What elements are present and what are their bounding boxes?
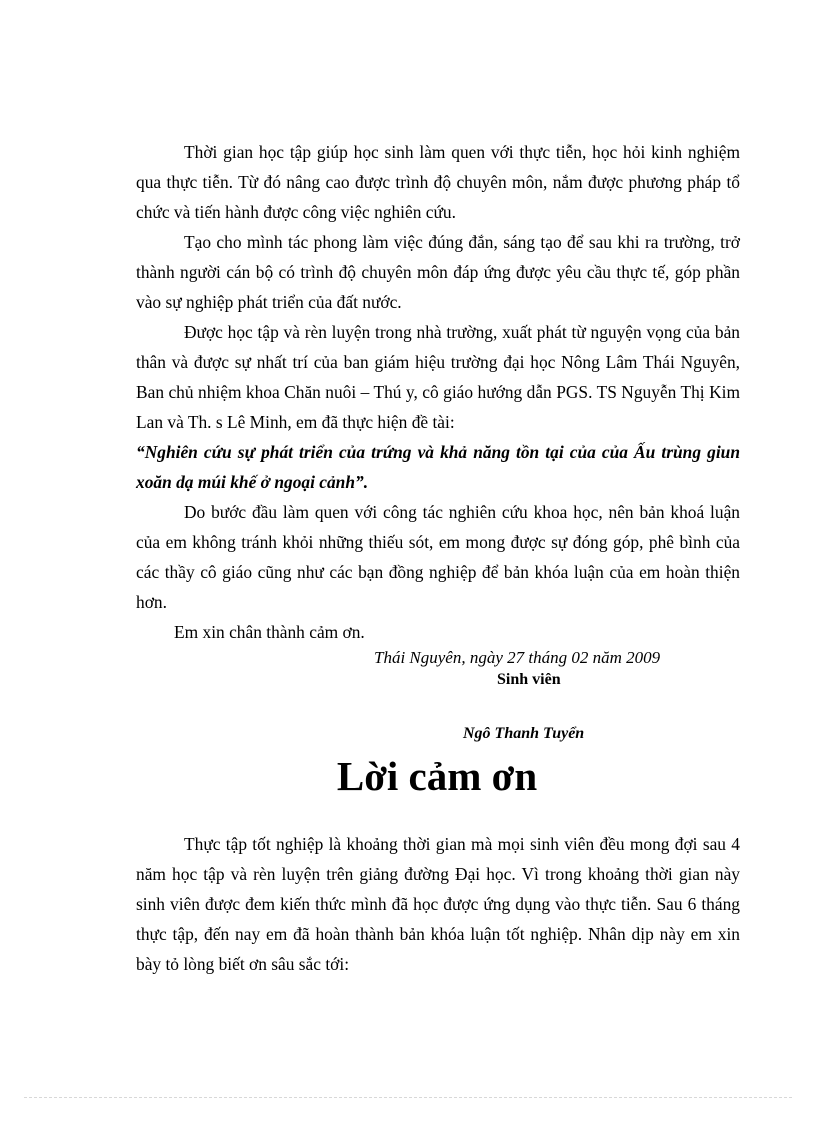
closing-line: Em xin chân thành cảm ơn.	[174, 622, 365, 642]
body-paragraph: Do bước đầu làm quen với công tác nghiên cứu khoa học, nên bản khoá luận của em không tránh khỏi những thiếu sót, em mong được sự đóng góp, phê bình của các thầy cô giáo cũng như các bạn đồng nghiệp để bản khóa luận của em hoàn thiện hơn.	[136, 502, 740, 612]
acknowledgement-text-top	[136, 137, 740, 647]
signature-name: Ngô Thanh Tuyển	[463, 725, 585, 742]
body-paragraph: Tạo cho mình tác phong làm việc đúng đắn, sáng tạo để sau khi ra trường, trở thành người cán bộ có trình độ chuyên môn đáp ứng được yêu cầu thực tế, góp phần vào sự nghiệp phát triển của đất nước.	[136, 232, 740, 312]
body-paragraph: Thực tập tốt nghiệp là khoảng thời gian mà mọi sinh viên đều mong đợi sau 4 năm học tập và rèn luyện trên giảng đường Đại học. Vì trong khoảng thời gian này sinh viên được đem kiến thức mình đã học được ứng dụng vào thực tiễn. Sau 6 tháng thực tập, đến nay em đã hoàn thành bản khóa luận tốt nghiệp. Nhân dịp này em xin bày tỏ lòng biết ơn sâu sắc tới:	[136, 834, 740, 974]
page-title: Lời cảm ơn	[336, 753, 538, 799]
thesis-title: “Nghiên cứu sự phát triển của trứng và khả năng tồn tại của của Ấu trùng giun xoăn dạ múi khế ở ngoại cảnh”.	[136, 442, 740, 492]
place-date-line: Thái Nguyên, ngày 27 tháng 02 năm 2009	[374, 648, 661, 667]
body-paragraph: Thời gian học tập giúp học sinh làm quen với thực tiễn, học hỏi kinh nghiệm qua thực tiễn. Từ đó nâng cao được trình độ chuyên môn, nắm được phương pháp tổ chức và tiến hành được công việc nghiên cứu.	[136, 142, 740, 222]
signature-role: Sinh viên	[497, 671, 561, 688]
acknowledgement-text-bottom	[136, 829, 740, 979]
body-paragraph: Được học tập và rèn luyện trong nhà trường, xuất phát từ nguyện vọng của bản thân và được sự nhất trí của ban giám hiệu trường đại học Nông Lâm Thái Nguyên, Ban chủ nhiệm khoa Chăn nuôi – Thú y, cô giáo hướng dẫn PGS. TS Nguyễn Thị Kim Lan và Th. s Lê Minh, em đã thực hiện đề tài:	[136, 322, 740, 432]
page-divider	[24, 1097, 792, 1098]
